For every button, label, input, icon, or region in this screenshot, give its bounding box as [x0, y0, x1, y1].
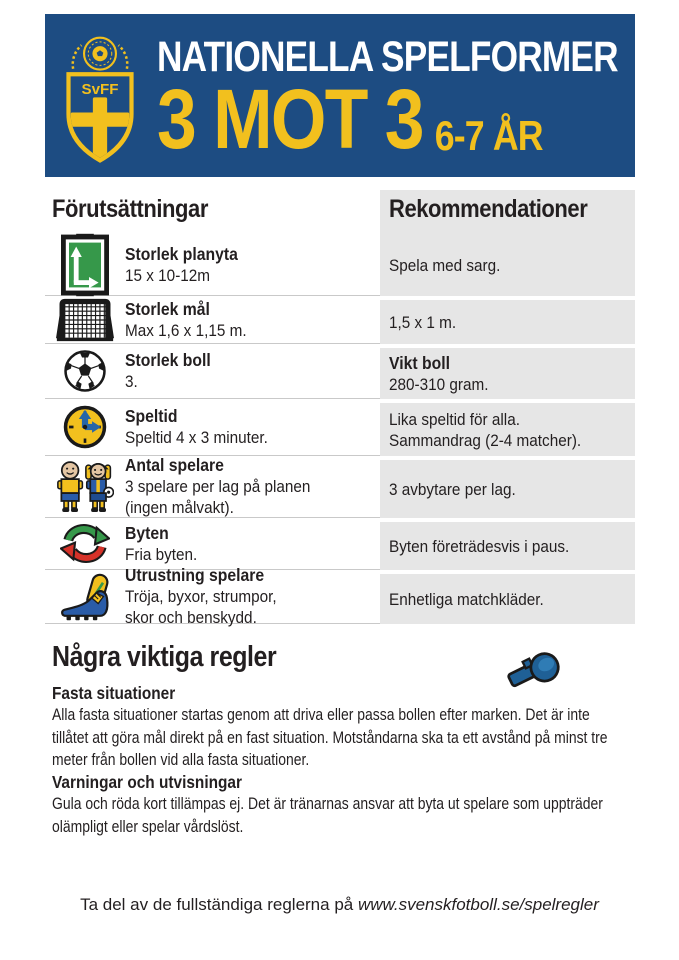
svff-crest-logo — [58, 30, 142, 168]
row-line: 3 spelare per lag på planen — [125, 477, 311, 496]
table-row — [45, 565, 635, 627]
format-title: 3 MOT 3 — [157, 72, 423, 166]
rec-line: Enhetliga matchkläder. — [389, 589, 544, 609]
substitution-icon — [60, 520, 110, 567]
row-line: 3. — [125, 372, 138, 391]
whistle-icon — [505, 641, 567, 696]
crest-text: SvFF — [81, 80, 119, 98]
rules-section-body — [52, 793, 679, 838]
rec-line: Sammandrag (2-4 matcher). — [389, 430, 582, 450]
players-icon — [56, 459, 114, 515]
rules-section-title: Varningar och utvisningar — [52, 772, 242, 792]
rec-line: 1,5 x 1 m. — [389, 312, 457, 332]
row-line: skor och benskydd. — [125, 608, 257, 627]
table-row — [45, 518, 635, 570]
rules-line: Alla fasta situationer startas genom att driva eller passa bollen efter marken. Det är inte — [52, 705, 590, 724]
row-line: 15 x 10-12m — [125, 265, 211, 285]
conditions-table — [45, 190, 635, 627]
pitch-icon — [60, 233, 110, 297]
rules-heading: Några viktiga regler — [52, 641, 277, 673]
row-line: (ingen målvakt). — [125, 498, 234, 517]
row-title: Storlek planyta — [125, 243, 238, 264]
rec-line: Byten företrädesvis i paus. — [389, 536, 570, 556]
rules-section-title: Fasta situationer — [52, 683, 176, 703]
rec-line: Spela med sarg. — [389, 255, 501, 275]
row-title: Utrustning spelare — [125, 565, 265, 585]
header-banner — [45, 14, 635, 177]
table-row — [45, 296, 635, 344]
goal-icon — [56, 298, 114, 342]
footer-url: www.svenskfotboll.se/spelregler — [357, 895, 599, 914]
row-title: Speltid — [125, 406, 178, 426]
table-header-row — [45, 190, 635, 234]
rec-line: Lika speltid för alla. — [389, 409, 520, 429]
rules-line: Gula och röda kort tillämpas ej. Det är tränarnas ansvar att byta ut spelare som uppträder — [52, 794, 603, 813]
rules-line: meter från bollen vid alla fasta situationer. — [52, 750, 310, 769]
row-title: Storlek boll — [125, 350, 211, 370]
rules-section-body — [52, 704, 679, 772]
footer-text: Ta del av de fullständiga reglerna på — [80, 895, 358, 914]
row-title: Antal spelare — [125, 455, 224, 475]
row-title: Byten — [125, 522, 169, 543]
equipment-icon — [56, 570, 114, 623]
rec-line: 280-310 gram. — [389, 374, 489, 394]
ball-icon — [63, 349, 107, 393]
banner-subtitle — [157, 72, 543, 166]
rules-line: olämpligt eller spelar vårdslöst. — [52, 816, 244, 836]
row-title: Storlek mål — [125, 298, 210, 319]
table-row — [45, 456, 635, 518]
page-title: NATIONELLA SPELFORMER — [157, 33, 618, 81]
footer-note — [0, 895, 679, 915]
row-line: Speltid 4 x 3 minuter. — [125, 428, 268, 447]
table-row — [45, 234, 635, 296]
table-row — [45, 399, 635, 456]
row-line: Fria byten. — [125, 544, 198, 564]
rec-line: 3 avbytare per lag. — [389, 479, 516, 499]
right-column-header: Rekommendationer — [389, 195, 588, 223]
age-group-label: 6-7 ÅR — [434, 111, 543, 159]
clock-icon — [62, 404, 108, 450]
rules-line: tillåtet att göra mål direkt på en fast situation. Motståndarna ska ta ett avstånd på minst tre — [52, 727, 608, 747]
row-line: Tröja, byxor, strumpor, — [125, 587, 277, 606]
left-column-header: Förutsättningar — [52, 195, 208, 223]
table-row — [45, 344, 635, 399]
rec-title: Vikt boll — [389, 352, 450, 373]
row-line: Max 1,6 x 1,15 m. — [125, 320, 247, 340]
